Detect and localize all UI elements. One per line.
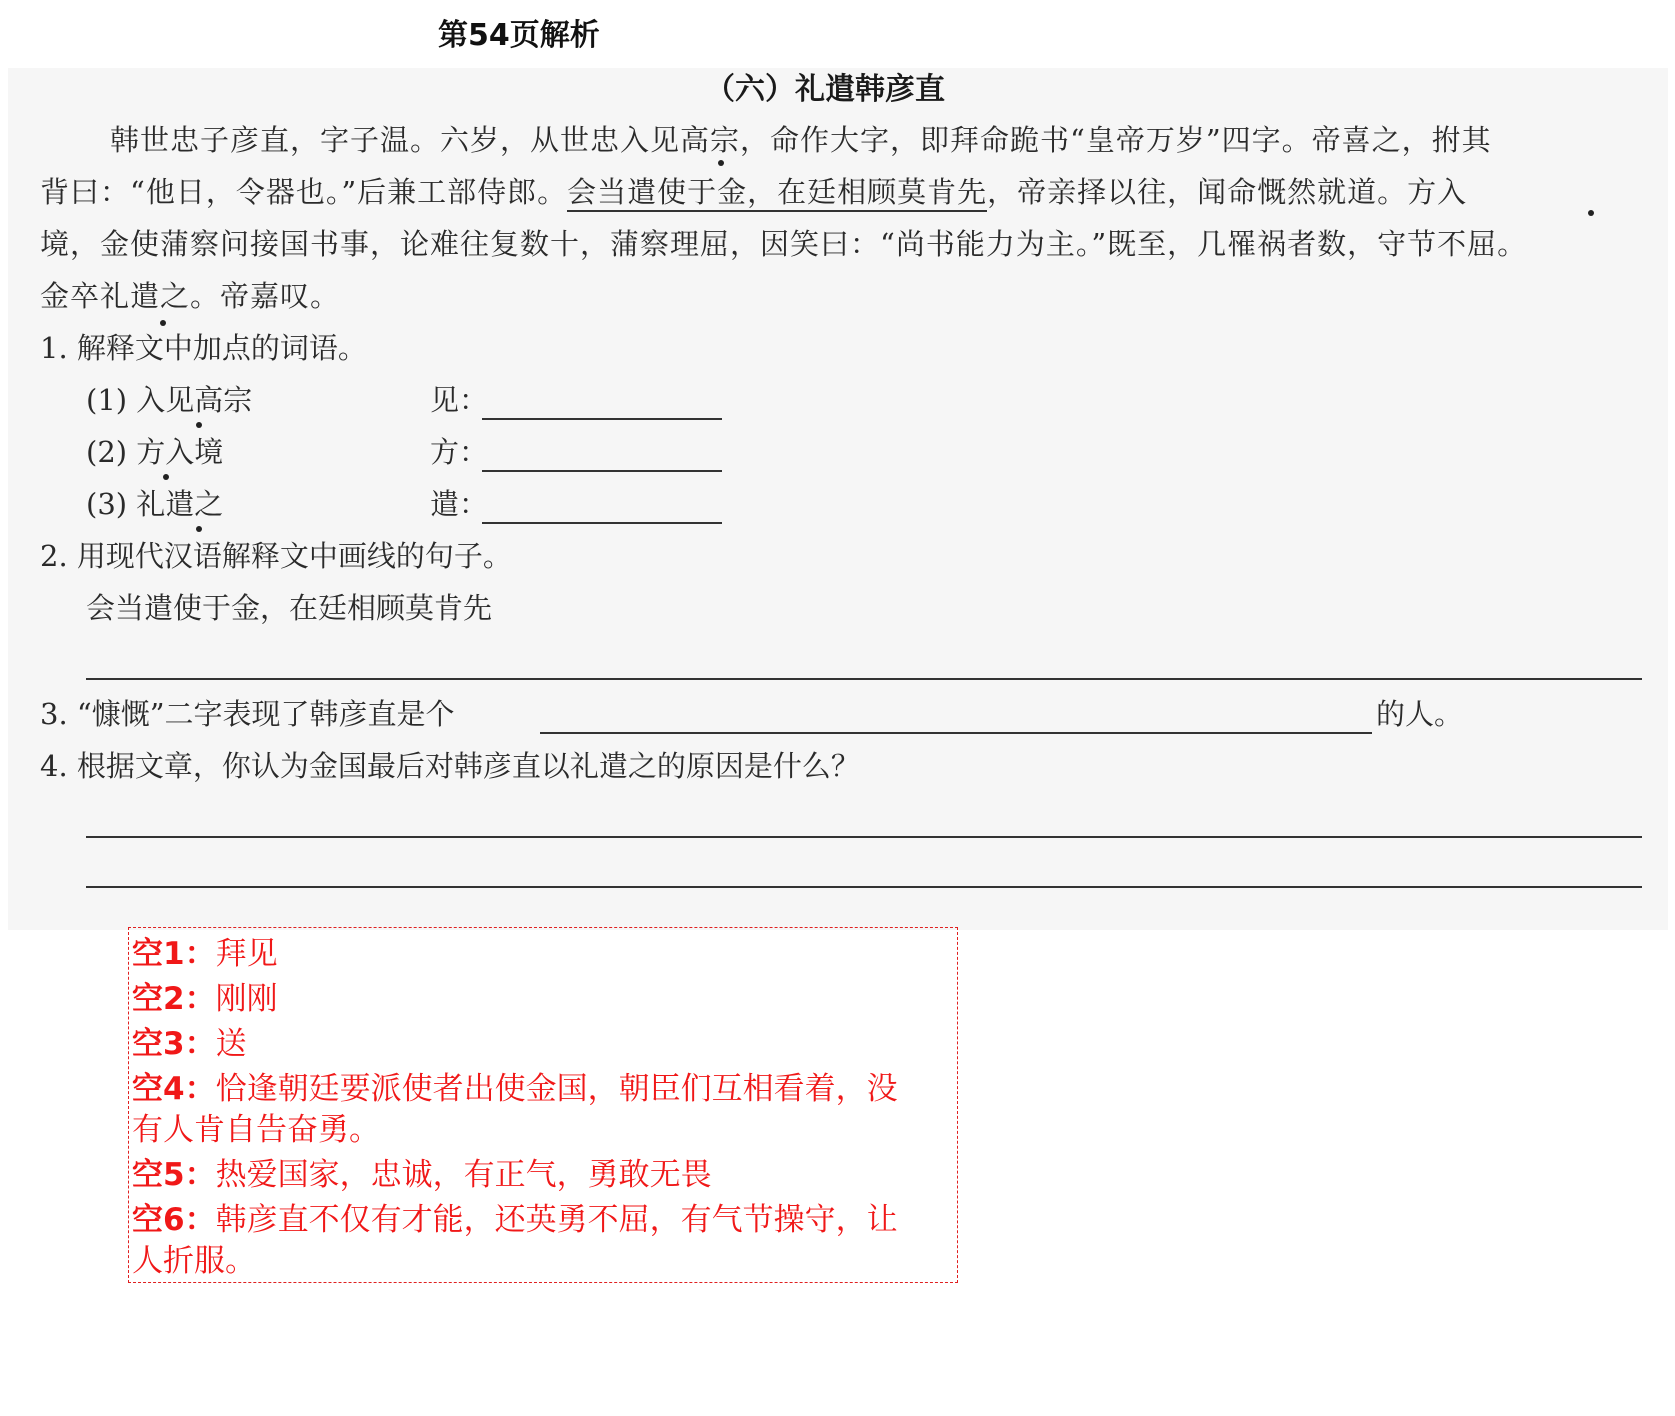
q2-sentence: 会当遣使于金，在廷相顾莫肯先 (86, 591, 493, 625)
question-1: 1. 解释文中加点的词语。 (40, 331, 367, 365)
answer-2 (132, 977, 278, 1021)
answer-4 (132, 1067, 898, 1111)
answer-label: 空3： (132, 1026, 216, 1062)
answer-label: 空4： (132, 1071, 216, 1107)
answer-label: 空2： (132, 981, 216, 1017)
answer-text: 韩彦直不仅有才能，还英勇不屈，有气节操守，让 (215, 1202, 898, 1238)
answer-text: 拜见 (215, 936, 278, 972)
q1-phrase-3: (3) 礼遣之 (86, 487, 224, 521)
answer-4-continued: 有人肯自告奋勇。 (132, 1112, 380, 1148)
passage-line-2 (40, 170, 1650, 211)
answer-blank-4[interactable] (86, 678, 1642, 680)
answer-blank-2[interactable] (482, 470, 722, 472)
q1-word-3: 遣： (430, 487, 489, 521)
answer-blank-6a[interactable] (86, 836, 1642, 838)
answer-1 (132, 932, 278, 976)
answer-label: 空6： (132, 1202, 216, 1238)
article-title: （六）礼遣韩彦直 (705, 72, 945, 107)
answer-blank-6b[interactable] (86, 886, 1642, 888)
answer-text: 刚刚 (215, 981, 278, 1017)
q1-phrase-2: (2) 方入境 (86, 435, 224, 469)
emphasis-dot (196, 422, 202, 428)
passage-line-4: 金卒礼遣之。帝嘉叹。 (40, 279, 341, 313)
page-heading: 第54页解析 (438, 18, 600, 53)
emphasis-dot (718, 160, 724, 166)
question-2: 2. 用现代汉语解释文中画线的句子。 (40, 539, 512, 573)
answer-6 (132, 1198, 898, 1242)
q1-word-1: 见： (430, 383, 489, 417)
q1-word-2: 方： (430, 435, 489, 469)
answer-blank-1[interactable] (482, 418, 722, 420)
answer-text: 送 (215, 1026, 247, 1062)
question-4: 4. 根据文章，你认为金国最后对韩彦直以礼遣之的原因是什么？ (40, 749, 860, 783)
passage-line-2-end: ，帝亲择以往，闻命慨然就道。方入 (987, 175, 1468, 209)
answer-6-continued: 人折服。 (132, 1243, 256, 1279)
underlined-sentence: 会当遣使于金，在廷相顾莫肯先 (567, 175, 987, 212)
answer-blank-3[interactable] (482, 522, 722, 524)
answer-text: 热爱国家，忠诚，有正气，勇敢无畏 (215, 1157, 712, 1193)
emphasis-dot (163, 474, 169, 480)
answer-text: 恰逢朝廷要派使者出使金国，朝臣们互相看着，没 (215, 1071, 898, 1107)
question-3-prefix: 3. “慷慨”二字表现了韩彦直是个 (40, 697, 455, 731)
passage-line-2-start: 背曰：“他日，令器也。”后兼工部侍郎。 (40, 175, 568, 209)
answer-label: 空5： (132, 1157, 216, 1193)
answer-label: 空1： (132, 936, 216, 972)
passage-line-3: 境，金使蒲察问接国书事，论难往复数十，蒲察理屈，因笑曰：“尚书能力为主。”既至，几罹祸者数，守节不屈。 (40, 227, 1528, 261)
q1-phrase-1: (1) 入见高宗 (86, 383, 253, 417)
answer-5 (132, 1153, 712, 1197)
answer-blank-5[interactable] (540, 732, 1372, 734)
emphasis-dot (1588, 210, 1594, 216)
question-3-suffix: 的人。 (1376, 697, 1464, 731)
answer-3 (132, 1022, 247, 1066)
passage-line-1: 韩世忠子彦直，字子温。六岁，从世忠入见高宗，命作大字，即拜命跪书“皇帝万岁”四字。帝喜之，拊其 (110, 123, 1492, 157)
emphasis-dot (196, 526, 202, 532)
